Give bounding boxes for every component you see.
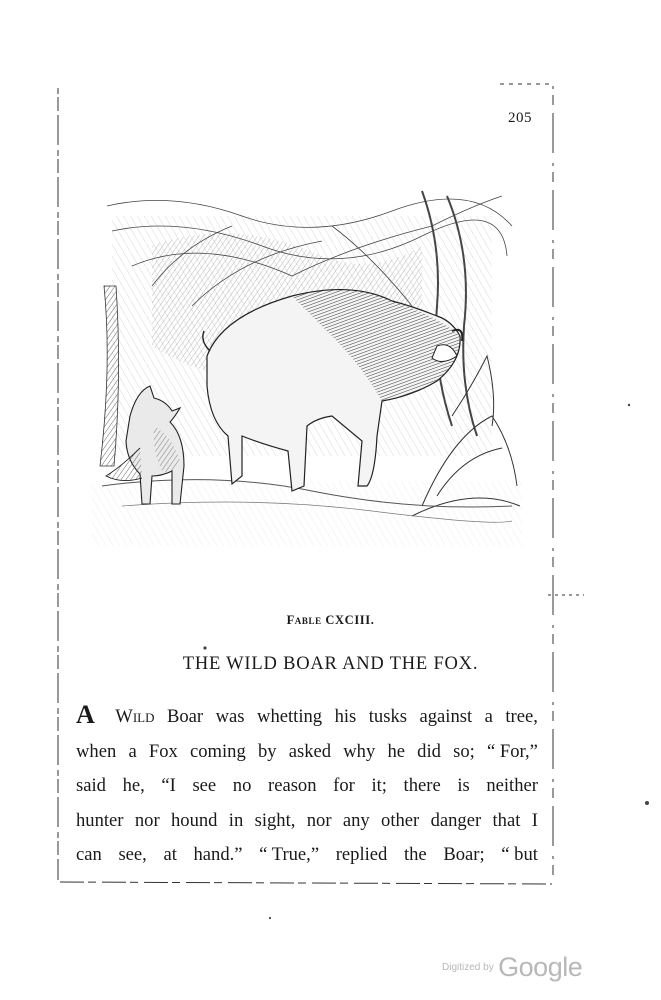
google-logo: Google (498, 952, 583, 982)
fable-title: THE WILD BOAR AND THE FOX. (182, 654, 479, 674)
drop-cap: A (76, 700, 95, 729)
text-line: can see, at hand.” “ True,” replied the Boar; “ but (76, 844, 538, 865)
watermark-prefix: Digitized by (442, 962, 494, 973)
text-line: hunter nor hound in sight, nor any other danger that I (76, 809, 538, 831)
boar-fox-illustration (92, 186, 522, 546)
text-line: when a Fox coming by asked why he did so; “ For,” (76, 740, 538, 762)
digitized-by-google-watermark (442, 952, 582, 983)
text-line: said he, “I see no reason for it; there is neither (76, 775, 538, 796)
page-number: 205 (508, 110, 532, 126)
bottom-border-line (60, 882, 552, 884)
text-line: A Wild Boar was whetting his tusks against a tree, (76, 700, 538, 735)
fable-number: Fable CXCIII. (286, 613, 375, 627)
fable-text (76, 700, 538, 873)
